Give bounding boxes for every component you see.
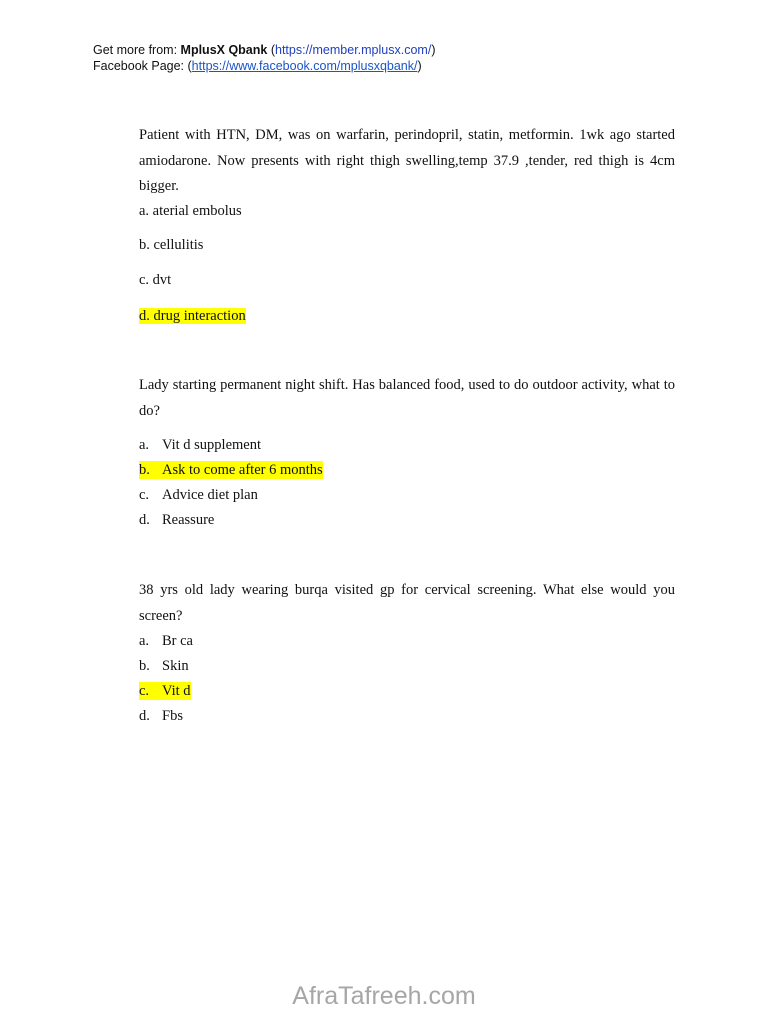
option-a [139,632,193,650]
option-d-answer [139,307,246,325]
watermark: AfraTafreeh.com [292,982,476,1010]
option-text: a. aterial embolus [139,203,242,219]
facebook-prefix: Facebook Page: ( [93,59,192,73]
option-c [139,271,171,289]
facebook-link[interactable]: https://www.facebook.com/mplusxqbank/ [191,59,418,73]
option-text: Ask to come after 6 months [162,462,323,478]
question-2 [139,373,675,528]
option-text: Advice diet plan [162,487,258,503]
header-prefix: Get more from: [93,43,181,57]
header-line-website [93,42,435,58]
page-header [93,42,435,74]
option-text: c. dvt [139,272,172,288]
option-text: b. cellulitis [139,237,204,253]
option-letter: d. [139,512,150,528]
question-1 [139,123,675,324]
question-stem: Lady starting permanent night shift. Has balanced food, used to do outdoor activity, what to do? [139,377,675,419]
option-letter: d. [139,708,150,724]
option-letter: c. [139,487,150,503]
option-text-highlighted: d. drug interaction [139,308,246,324]
option-c [139,486,258,504]
option-a [139,202,242,220]
option-letter: a. [139,633,150,649]
header-line-facebook [93,58,435,74]
website-link[interactable]: https://member.mplusx.com/ [275,43,432,57]
paren-close: ) [431,43,436,57]
option-text: Br ca [162,633,193,649]
question-3 [139,578,675,724]
option-c-answer [139,682,191,700]
option-d [139,707,183,725]
option-letter: c. [139,683,150,699]
option-text: Fbs [162,708,183,724]
brand-name: MplusX Qbank [180,43,268,57]
option-text: Skin [162,658,189,674]
paren-close: ) [417,59,422,73]
option-d [139,511,214,529]
option-text: Vit d [162,683,191,699]
option-letter: a. [139,437,150,453]
option-text: Vit d supplement [162,437,262,453]
option-letter: b. [139,658,150,674]
option-letter: b. [139,462,150,478]
question-stem: Patient with HTN, DM, was on warfarin, perindopril, statin, metformin. 1wk ago started amiodarone. Now presents with right thigh swelling,temp 37.9 ,tender, red thigh is 4cm bigger. [139,127,675,194]
option-a [139,436,261,454]
option-b-answer [139,461,323,479]
paren-open: ( [267,43,275,57]
option-b [139,657,189,675]
question-stem: 38 yrs old lady wearing burqa visited gp for cervical screening. What else would you screen? [139,582,675,624]
option-text: Reassure [162,512,215,528]
option-b [139,236,203,254]
